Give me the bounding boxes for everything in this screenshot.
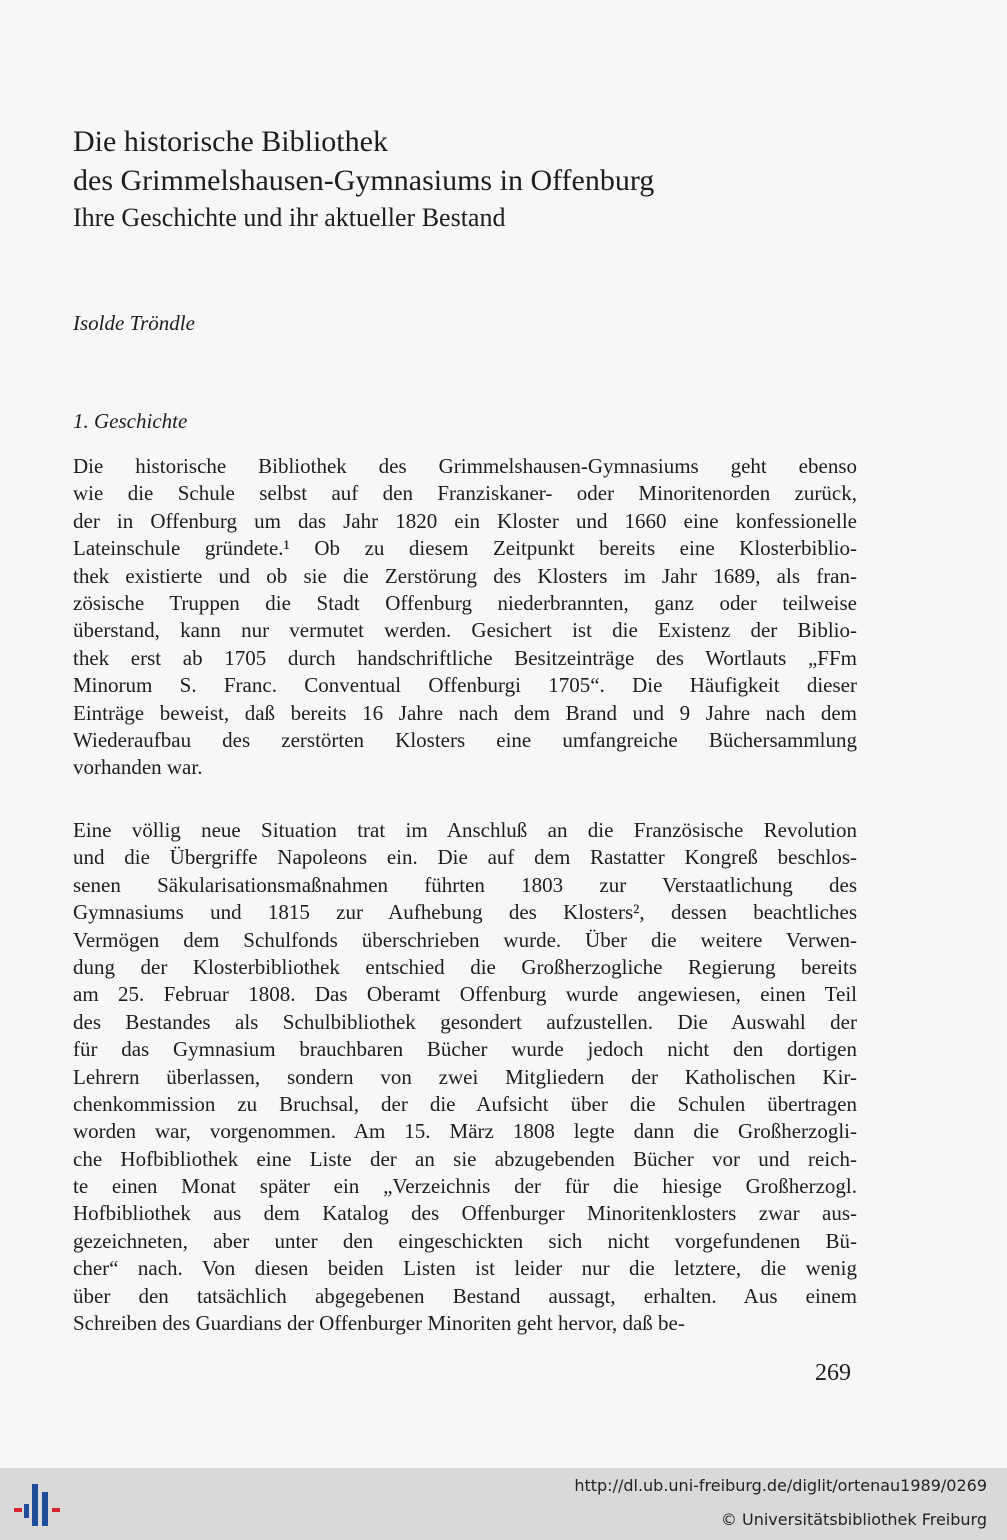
text-line: vorhanden war.: [73, 755, 203, 780]
text-line: Einträge beweist, daß bereits 16 Jahre nach dem Brand und 9 Jahre nach dem: [73, 700, 857, 725]
text-line: senen Säkularisationsmaßnahmen führten 1803 zur Verstaatlichung des: [73, 872, 857, 897]
text-line: che Hofbibliothek eine Liste der an sie abzugebenden Bücher vor und reich-: [73, 1146, 857, 1171]
text-line: thek existierte und ob sie die Zerstörung des Klosters im Jahr 1689, als fran-: [73, 563, 857, 588]
footer-band: [0, 1468, 1007, 1540]
text-line: zösische Truppen die Stadt Offenburg niederbrannten, ganz oder teilweise: [73, 590, 857, 615]
text-line: der in Offenburg um das Jahr 1820 ein Kloster und 1660 eine konfessionelle: [73, 508, 857, 533]
text-line: am 25. Februar 1808. Das Oberamt Offenburg wurde angewiesen, einen Teil: [73, 982, 857, 1007]
text-line: Hofbibliothek aus dem Katalog des Offenburger Minoritenklosters zwar aus-: [73, 1201, 857, 1226]
text-line: Wiederaufbau des zerstörten Klosters eine umfangreiche Büchersammlung: [73, 727, 857, 752]
paragraph-2: [73, 817, 857, 1337]
source-url-link[interactable]: http://dl.ub.uni-freiburg.de/diglit/ortenau1989/0269: [574, 1476, 987, 1495]
text-line: dung der Klosterbibliothek entschied die Großherzogliche Regierung bereits: [73, 954, 857, 979]
text-line: Minorum S. Franc. Conventual Offenburgi 1705“. Die Häufigkeit dieser: [73, 673, 857, 698]
page-number: 269: [815, 1360, 851, 1386]
text-line: Lateinschule gründete.¹ Ob zu diesem Zeitpunkt bereits eine Klosterbiblio-: [73, 536, 857, 561]
text-line: und die Übergriffe Napoleons ein. Die auf dem Rastatter Kongreß beschlos-: [73, 845, 857, 870]
text-line: Eine völlig neue Situation trat im Anschluß an die Französische Revolution: [73, 818, 857, 842]
text-line: Lehrern überlassen, sondern von zwei Mitgliedern der Katholischen Kir-: [73, 1064, 857, 1089]
article-title-line-2: des Grimmelshausen-Gymnasiums in Offenburg: [73, 164, 655, 197]
text-line: Gymnasiums und 1815 zur Aufhebung des Klosters², dessen beachtliches: [73, 900, 857, 925]
text-line: chenkommission zu Bruchsal, der die Aufsicht über die Schulen übertragen: [73, 1091, 857, 1116]
text-line: worden war, vorgenommen. Am 15. März 1808 legte dann die Großherzogli-: [73, 1119, 857, 1144]
ub-freiburg-logo-icon: [14, 1482, 64, 1528]
text-line: gezeichneten, aber unter den eingeschickten sich nicht vorgefundenen Bü-: [73, 1228, 857, 1253]
text-line: Schreiben des Guardians der Offenburger Minoriten geht hervor, daß be-: [73, 1311, 685, 1336]
text-line: thek erst ab 1705 durch handschriftliche Besitzeinträge des Wortlauts „FFm: [73, 645, 857, 670]
paragraph-1: [73, 453, 857, 782]
section-heading: 1. Geschichte: [73, 409, 188, 433]
text-line: Vermögen dem Schulfonds überschrieben wurde. Über die weitere Verwen-: [73, 927, 857, 952]
text-line: über den tatsächlich abgegebenen Bestand aussagt, erhalten. Aus einem: [73, 1283, 857, 1308]
copyright-notice: © Universitätsbibliothek Freiburg: [720, 1510, 987, 1529]
author-name: Isolde Tröndle: [73, 311, 195, 335]
text-line: te einen Monat später ein „Verzeichnis der für die hiesige Großherzogl.: [73, 1174, 857, 1199]
text-line: des Bestandes als Schulbibliothek gesondert aufzustellen. Die Auswahl der: [73, 1009, 857, 1034]
text-line: überstand, kann nur vermutet werden. Gesichert ist die Existenz der Biblio-: [73, 618, 857, 643]
text-line: Die historische Bibliothek des Grimmelshausen-Gymnasiums geht ebenso: [73, 454, 857, 478]
article-title-line-1: Die historische Bibliothek: [73, 125, 388, 158]
text-line: wie die Schule selbst auf den Franziskaner- oder Minoritenorden zurück,: [73, 481, 857, 506]
article-subtitle: Ihre Geschichte und ihr aktueller Bestand: [73, 203, 506, 232]
text-line: für das Gymnasium brauchbaren Bücher wurde jedoch nicht den dortigen: [73, 1037, 857, 1062]
text-line: cher“ nach. Von diesen beiden Listen ist leider nur die letztere, die wenig: [73, 1256, 857, 1281]
